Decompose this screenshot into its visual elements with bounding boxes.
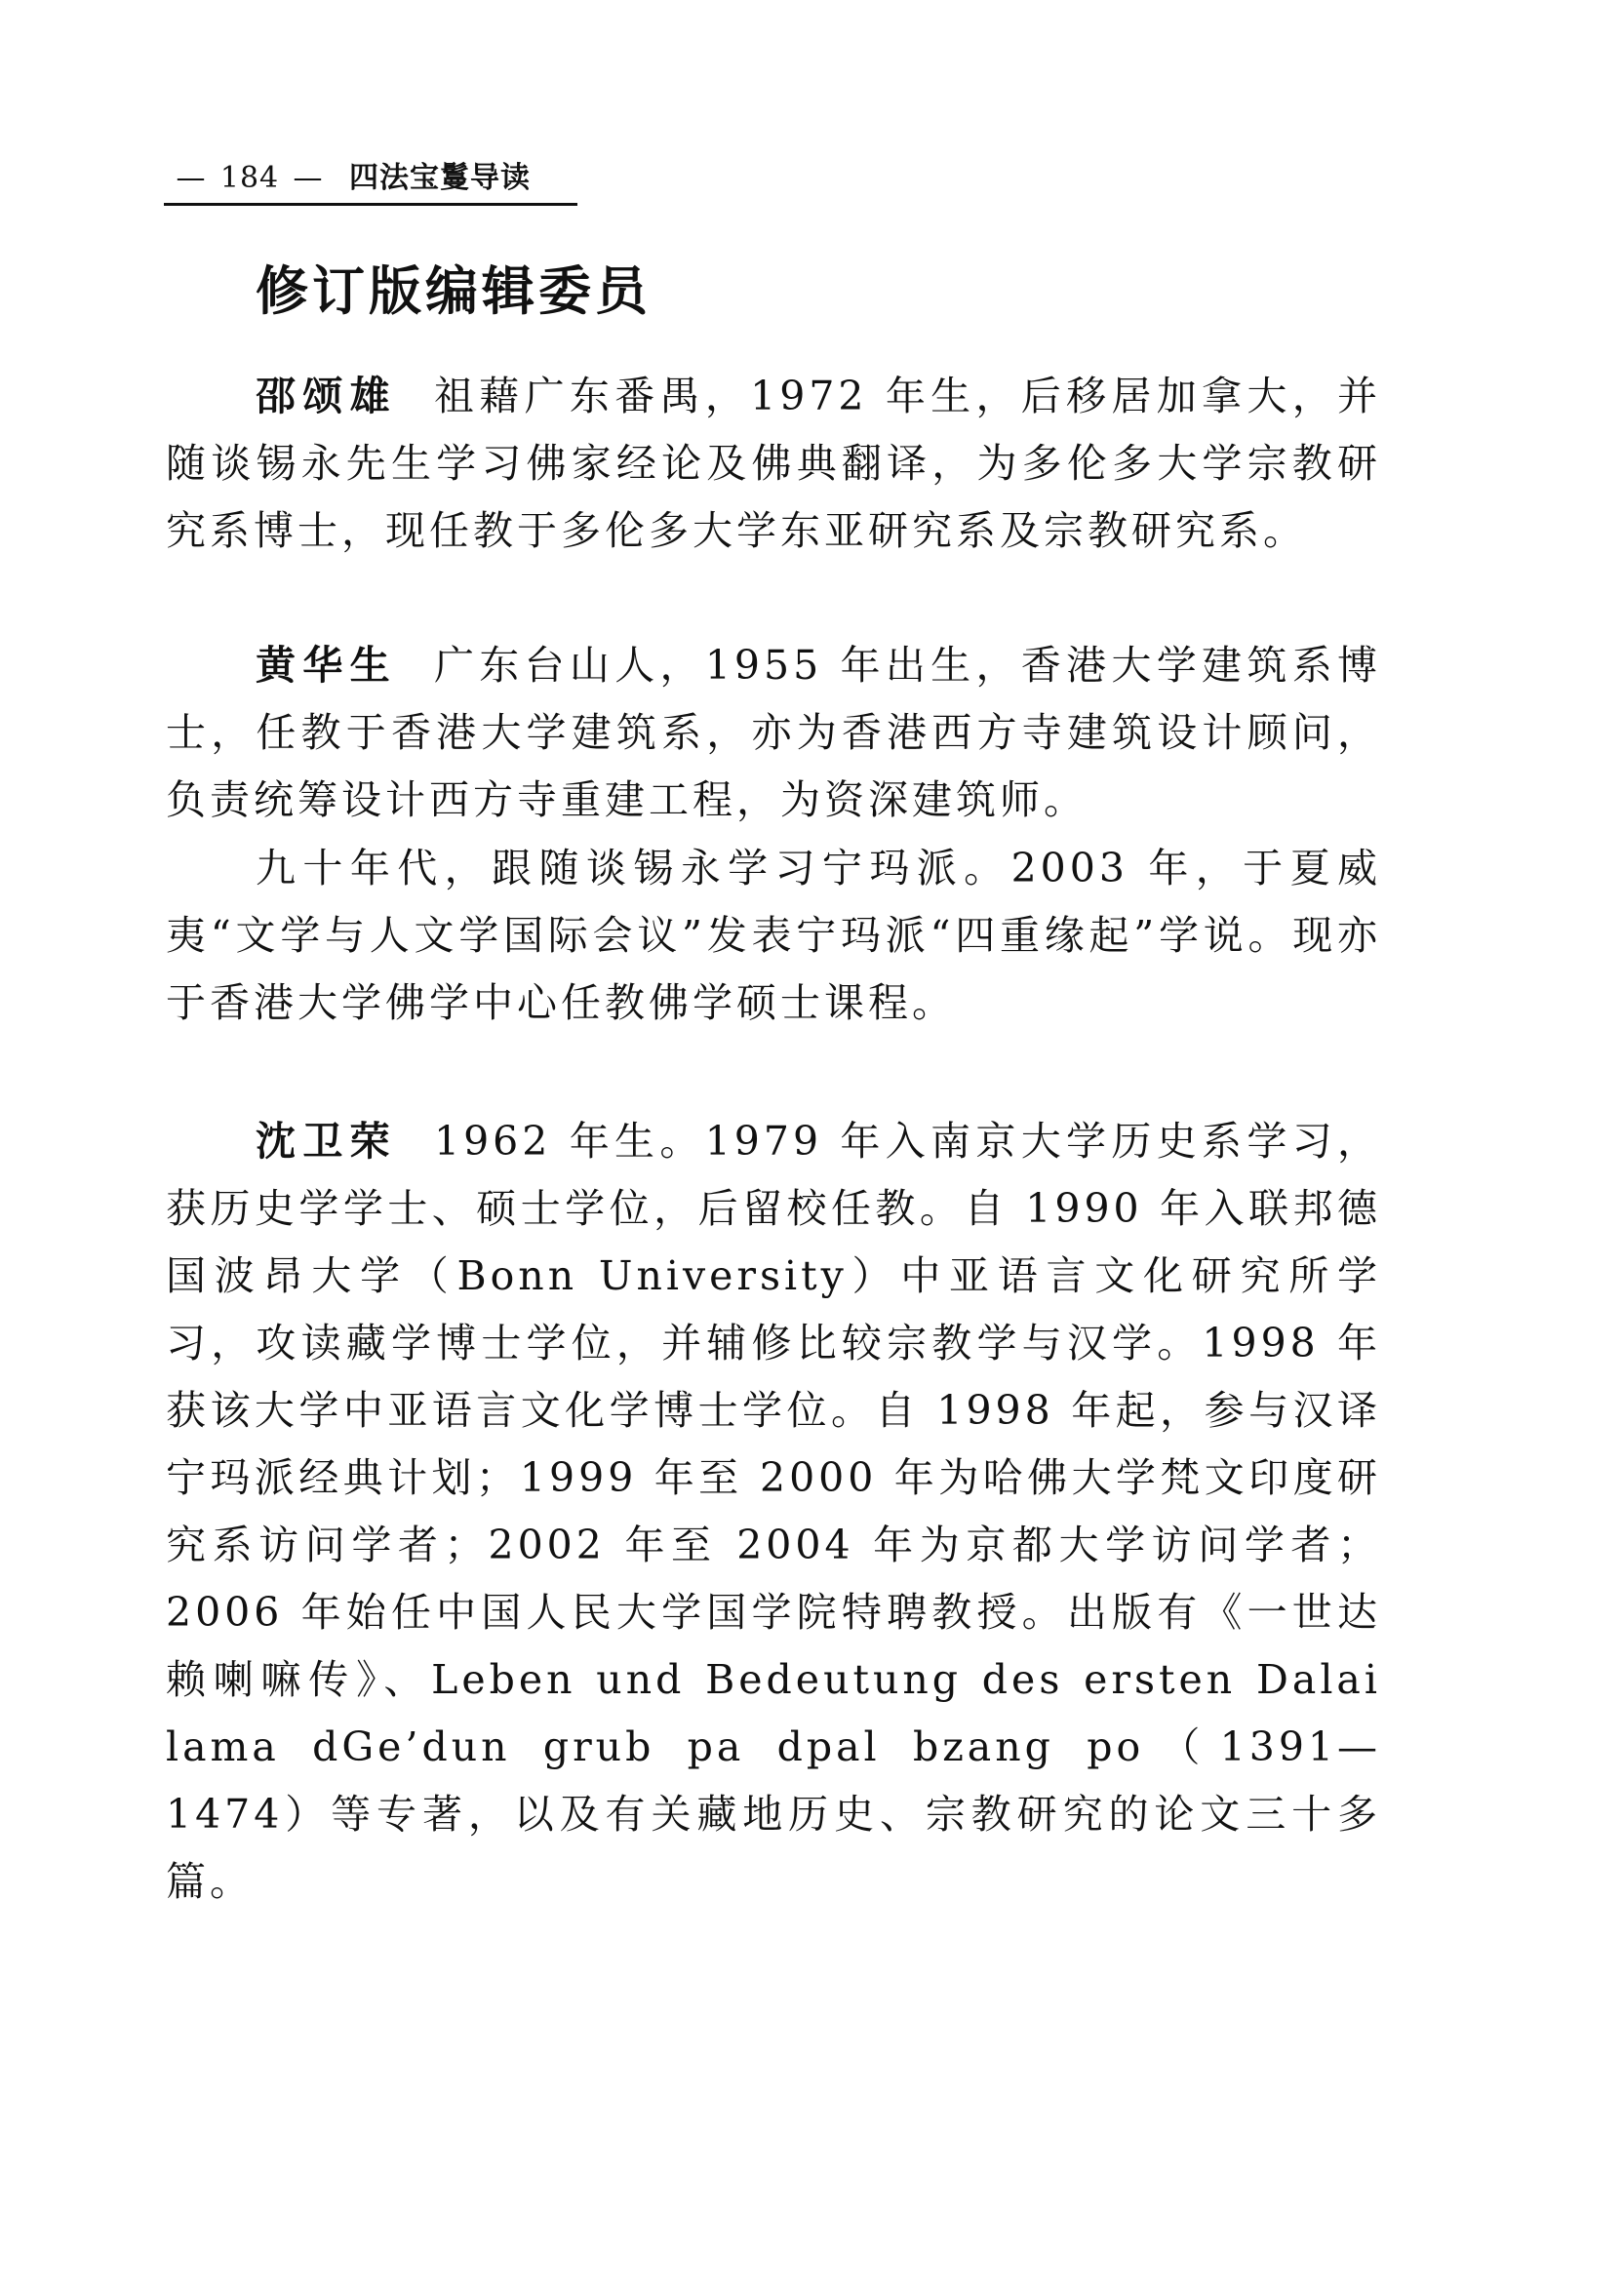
entry-text: 广东台山人，1955 年出生，香港大学建筑系博士，任教于香港大学建筑系，亦为香港西方寺建筑设计顾问，负责统筹设计西方寺重建工程，为资深建筑师。 (166, 642, 1382, 823)
section-title: 修订版编辑委员 (256, 259, 652, 322)
header-dash-right: — (293, 161, 324, 195)
running-head (168, 156, 577, 201)
entry-text: 1962 年生。1979 年入南京大学历史系学习，获历史学学士、硕士学位，后留校任教。自 1990 年入联邦德国波昂大学（Bonn University）中亚语言文化研究所学习，攻读藏学博士学位，并辅修比较宗教学与汉学。1998 年获该大学中亚语言文化学博士学位。自 1998 年起，参与汉译宁玛派经典计划；1999 年至 2000 年为哈佛大学梵文印度研究系访问学者；2002 年至 2004 年为京都大学访问学者；2006 年始任中国人民大学国学院特聘教授。出版有《一世达赖喇嘛传》、Leben und Bedeutung des ersten Dalai lama dGe’dun grub pa dpal bzang po（1391—1474）等专著，以及有关藏地历史、宗教研究的论文三十多篇。 (166, 1118, 1382, 1905)
entry-shao (166, 363, 1381, 565)
entry-huang-continuation: 九十年代，跟随谈锡永学习宁玛派。2003 年，于夏威夷“文学与人文学国际会议”发表宁玛派“四重缘起”学说。现亦于香港大学佛学中心任教佛学硕士课程。 (166, 845, 1381, 1026)
entry-name: 沈卫荣 (256, 1118, 397, 1165)
entry-name: 黄华生 (256, 642, 397, 689)
entry-huang (166, 632, 1381, 834)
entry-shen (166, 1108, 1381, 1916)
header-rule (164, 203, 577, 206)
entry-text: 祖藉广东番禺，1972 年生，后移居加拿大，并随谈锡永先生学习佛家经论及佛典翻译，为多伦多大学宗教研究系博士，现任教于多伦多大学东亚研究系及宗教研究系。 (166, 373, 1382, 554)
page-number: 184 (219, 161, 280, 195)
book-title: 四法宝鬘导读 (349, 161, 531, 195)
header-dash-left: — (176, 161, 207, 195)
entry-name: 邵颂雄 (256, 373, 397, 419)
